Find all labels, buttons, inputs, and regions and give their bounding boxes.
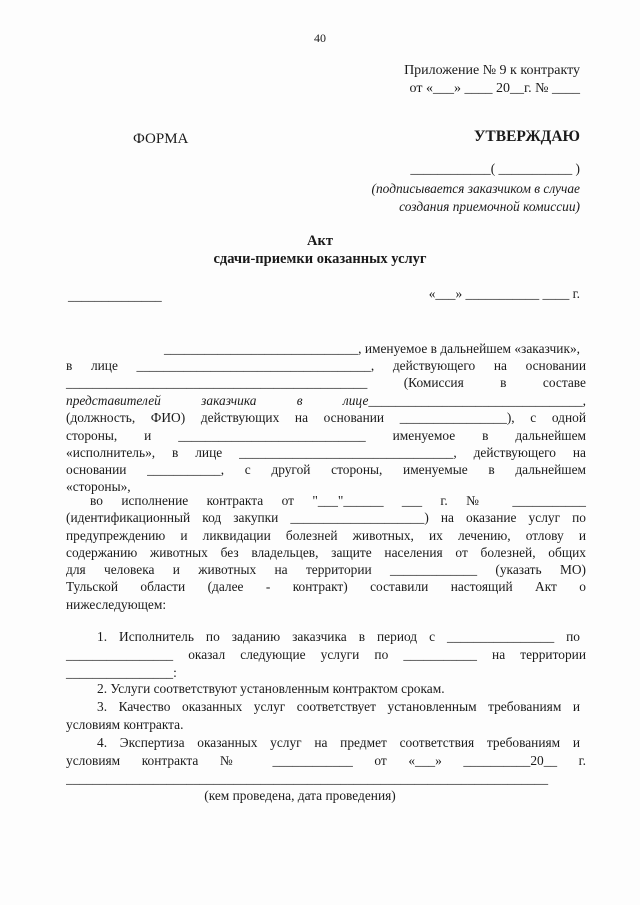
body-line: представителей заказчика в лице________________________________, <box>66 393 586 408</box>
item-line: ________________: <box>66 665 177 680</box>
body-line: нижеследующем: <box>66 597 167 612</box>
appendix-line-2: от «___» ____ 20__г. № ____ <box>409 81 580 96</box>
item-line: ________________________________________________________________________ <box>66 771 549 786</box>
body-line: для человека и животных на территории _____________ (указать МО) <box>66 562 586 577</box>
body-line: основании ___________, с другой стороны, именуемые в дальнейшем <box>66 462 586 477</box>
act-subtitle: сдачи-приемки оказанных услуг <box>213 251 427 267</box>
body-line: в лице ___________________________________, действующего на основании <box>66 358 586 373</box>
act-title: Акт <box>307 233 333 249</box>
item-line: ________________ оказал следующие услуги по ___________ на территории <box>66 647 586 662</box>
body-line: «стороны», <box>66 479 131 494</box>
body-line: _____________________________, именуемое в дальнейшем «заказчик», <box>163 341 580 356</box>
page-number: 40 <box>314 31 326 45</box>
body-line: (идентификационный код закупки ____________________) на оказание услуг по <box>66 510 586 525</box>
item-line: 1. Исполнитель по заданию заказчика в период с ________________ по <box>97 629 580 644</box>
item-line: условиям контракта № ____________ от «___» __________20__ г. <box>66 753 586 768</box>
body-line: «исполнитель», в лице ________________________________, действующего на <box>66 445 586 460</box>
body-line: (должность, ФИО) действующих на основании ________________), с одной <box>66 410 586 425</box>
approver-signature-line: ____________( ___________ ) <box>410 161 580 176</box>
footnote: (кем проведена, дата проведения) <box>204 788 396 803</box>
act-date-field: «___» ___________ ____ г. <box>428 286 580 301</box>
form-label: ФОРМА <box>133 131 189 147</box>
item-line: 2. Услуги соответствуют установленным контрактом срокам. <box>97 681 445 696</box>
item-line: условиям контракта. <box>66 717 184 732</box>
approver-note-2: создания приемочной комиссии) <box>399 199 580 214</box>
approve-label: УТВЕРЖДАЮ <box>474 128 580 145</box>
appendix-line-1: Приложение № 9 к контракту <box>404 63 580 78</box>
item-line: 4. Экспертиза оказанных услуг на предмет соответствия требованиям и <box>97 735 580 750</box>
body-line: предупреждению и ликвидации болезней животных, их лечению, отлову и <box>66 528 586 543</box>
body-line: стороны, и ____________________________ именуемое в дальнейшем <box>66 428 586 443</box>
body-line: _____________________________________________ (Комиссия в составе <box>66 375 586 390</box>
body-line: Тульской области (далее - контракт) составили настоящий Акт о <box>66 579 586 594</box>
body-line: во исполнение контракта от "___"______ ___ г. № ___________ <box>90 493 586 508</box>
item-line: 3. Качество оказанных услуг соответствует установленным требованиям и <box>97 699 580 714</box>
approver-note-1: (подписывается заказчиком в случае <box>371 181 580 196</box>
act-place-field: ______________ <box>68 288 162 303</box>
body-line: содержанию животных без владельцев, защите населения от болезней, общих <box>66 545 586 560</box>
